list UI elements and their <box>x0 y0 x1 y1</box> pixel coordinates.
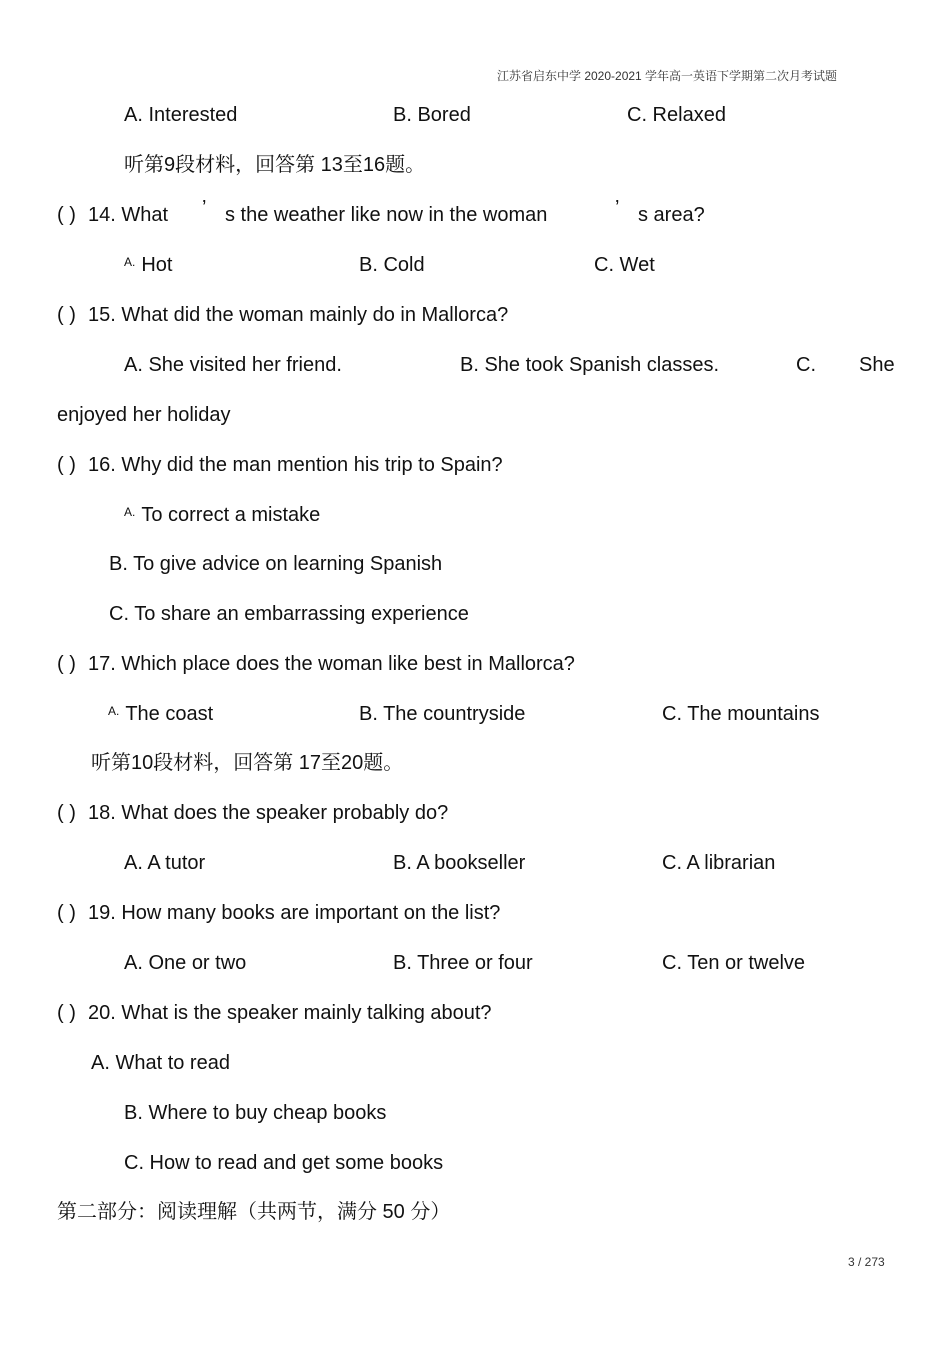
q15-option-b: B. She took Spanish classes. <box>460 354 720 376</box>
q20-option-b: B. Where to buy cheap books <box>124 1102 387 1124</box>
q16-option-c: C. To share an embarrassing experience <box>109 603 469 625</box>
q15-option-c-word: She <box>859 354 895 376</box>
q17-option-b: B. The countryside <box>359 703 526 725</box>
q14-option-c: C. Wet <box>594 254 655 276</box>
q16-option-a <box>124 503 320 527</box>
q15-paren: ( ) <box>57 304 76 326</box>
q16-option-a-letter: A. <box>124 505 136 519</box>
q14-option-a <box>124 253 172 277</box>
page-header: 江苏省启东中学 2020-2021 学年高一英语下学期第二次月考试题 <box>497 69 838 83</box>
q16-paren: ( ) <box>57 454 76 476</box>
q13-option-c: C. Relaxed <box>627 104 726 126</box>
q13-option-a: A. Interested <box>124 104 238 126</box>
page-number: 3 / 273 <box>848 1255 885 1269</box>
q14-text-part2: s the weather like now in the woman <box>225 204 548 226</box>
q14-text-part1: 14. What <box>88 204 169 226</box>
q18-option-a: A. A tutor <box>124 852 206 874</box>
part2-heading: 第二部分：阅读理解（共两节，满分 50 分） <box>57 1201 451 1223</box>
q14-text-part3: s area? <box>638 204 705 226</box>
section9-instruction: 听第9段材料，回答第 13至16题。 <box>124 154 426 176</box>
q15-option-c-letter: C. <box>796 354 816 376</box>
q19-option-a: A. One or two <box>124 952 247 974</box>
q18-paren: ( ) <box>57 802 76 824</box>
q19-option-c: C. Ten or twelve <box>662 952 806 974</box>
q15-option-a: A. She visited her friend. <box>124 354 342 376</box>
q16-text: 16. Why did the man mention his trip to Spain? <box>88 454 503 476</box>
q14-paren: ( ) <box>57 204 76 226</box>
q13-option-b: B. Bored <box>393 104 471 126</box>
q19-text: 19. How many books are important on the list? <box>88 902 501 924</box>
q17-option-a-letter: A. <box>108 704 120 718</box>
q18-option-b: B. A bookseller <box>393 852 526 874</box>
q14-option-a-letter: A. <box>124 255 136 269</box>
q17-paren: ( ) <box>57 653 76 675</box>
q18-text: 18. What does the speaker probably do? <box>88 802 449 824</box>
q19-paren: ( ) <box>57 902 76 924</box>
q17-option-a <box>108 702 213 726</box>
q17-option-a-text: The coast <box>125 703 214 725</box>
q20-paren: ( ) <box>57 1002 76 1024</box>
q14-option-b: B. Cold <box>359 254 425 276</box>
q19-option-b: B. Three or four <box>393 952 533 974</box>
q15-text: 15. What did the woman mainly do in Mallorca? <box>88 304 509 326</box>
q16-option-b: B. To give advice on learning Spanish <box>109 553 443 575</box>
section10-instruction: 听第10段材料，回答第 17至20题。 <box>91 752 404 774</box>
q20-option-a: A. What to read <box>91 1052 230 1074</box>
q14-apostrophe-1: ’ <box>202 197 207 219</box>
q14-apostrophe-2: ’ <box>615 197 620 219</box>
q20-text: 20. What is the speaker mainly talking about? <box>88 1002 492 1024</box>
q14-option-a-text: Hot <box>141 254 173 276</box>
q18-option-c: C. A librarian <box>662 852 776 874</box>
q15-option-c-continued: enjoyed her holiday <box>57 404 231 426</box>
q16-option-a-text: To correct a mistake <box>141 504 321 526</box>
q20-option-c: C. How to read and get some books <box>124 1152 444 1174</box>
q17-text: 17. Which place does the woman like best in Mallorca? <box>88 653 575 675</box>
q17-option-c: C. The mountains <box>662 703 820 725</box>
